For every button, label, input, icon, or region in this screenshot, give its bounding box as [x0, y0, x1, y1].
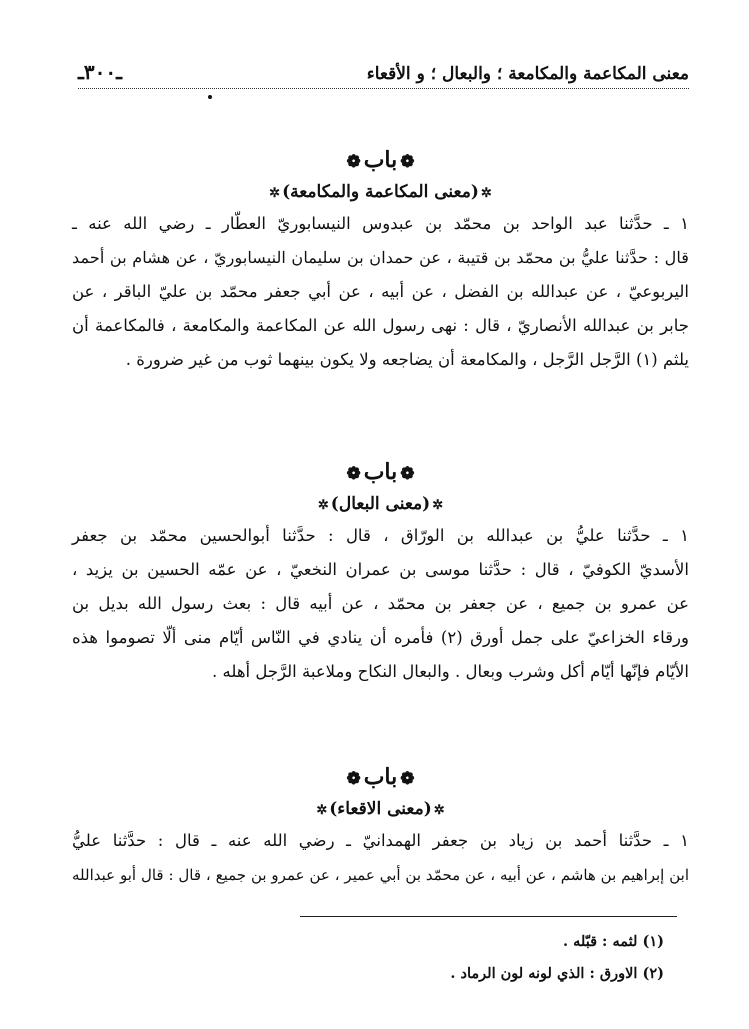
- bab-label: باب: [363, 147, 398, 173]
- ornament-left-icon: ❁: [346, 464, 361, 484]
- footnote-divider: [300, 916, 677, 917]
- star-icon: ✲: [432, 498, 444, 513]
- ornament-left-icon: ❁: [346, 769, 361, 789]
- text-line: اليربوعيّ ، عن عبدالله بن الفضل ، عن أبيه ، عن أبي جعفر محمّد بن عليّ الباقر ، عن: [72, 282, 689, 301]
- chapter-title: [72, 489, 689, 519]
- footnotes: [264, 926, 664, 990]
- text-line: جابر بن عبدالله الأنصاريّ ، قال : نهى رسول الله عن المكاعمة والمكامعة ، فالمكاعمة أن: [72, 316, 689, 335]
- text-line: الأسديّ الكوفيّ ، قال : حدَّثنا موسى بن عمران النخعيّ ، عن عمّه الحسين بن يزيد ،: [72, 560, 689, 579]
- text-line: ١ ـ حدَّثنا أحمد بن زياد بن جعفر الهمدانيّ ـ رضي الله عنه ـ قال : حدَّثنا عليُّ: [72, 831, 689, 850]
- chapter-title: [72, 794, 689, 824]
- ornament-right-icon: ❁: [400, 769, 415, 789]
- bab-heading: [72, 143, 689, 177]
- bab-heading: [72, 455, 689, 489]
- footnote: (٢) الاورق : الذي لونه لون الرماد .: [450, 965, 664, 982]
- bab-heading: [72, 760, 689, 794]
- text-line: الأيّام فإنّها أيّام أكل وشرب وبعال . والبعال النكاح وملاعبة الرَّجل أهله .: [212, 662, 689, 681]
- ornament-right-icon: ❁: [400, 464, 415, 484]
- chapter-title-text: (معنى الاقعاء): [329, 799, 432, 819]
- running-title: معنى المكاعمة والمكامعة ؛ والبعال ؛ و الأقعاء: [366, 64, 689, 84]
- section-biaal: [72, 455, 689, 689]
- text-line: يلثم (١) الرَّجل الرَّجل ، والمكامعة أن يضاجعه ولا يكون بينهما ثوب من غير ضرورة .: [125, 350, 689, 369]
- chapter-title-text: (معنى المكاعمة والمكامعة): [282, 182, 479, 202]
- text-line: قال : حدَّثنا عليُّ بن محمّد بن قتيبة ، عن حمدان بن سليمان النيسابوريّ ، عن هشام بن أحمد: [72, 248, 689, 267]
- footnote: (١) لثمه : قبّله .: [563, 933, 664, 950]
- text-line: ١ ـ حدَّثنا عليُّ بن عبدالله بن الورّاق ، قال : حدَّثنا أبوالحسين محمّد بن جعفر: [72, 526, 689, 545]
- star-icon: ✲: [269, 186, 281, 201]
- star-icon: ✲: [480, 186, 492, 201]
- text-line: ابن إبراهيم بن هاشم ، عن أبيه ، عن محمّد بن أبي عمير ، عن عمرو بن جميع ، قال : قال أبو عبدالله: [72, 866, 689, 884]
- page-number: ـ٣٠٠ـ: [78, 60, 122, 84]
- running-header: [78, 44, 689, 89]
- ink-speck: [208, 95, 212, 99]
- section-iqaa: [72, 760, 689, 892]
- section-mukaama: [72, 143, 689, 377]
- text-line: ١ ـ حدَّثنا عبد الواحد بن محمّد بن عبدوس النيسابوريّ العطّار ـ رضي الله عنه ـ: [72, 214, 689, 233]
- text-line: ورقاء الخزاعيّ على جمل أورق (٢) فأمره أن ينادي في النّاس أيّام منى ألّا تصوموا هذه: [72, 628, 689, 647]
- bab-label: باب: [363, 764, 398, 790]
- text-line: عن عمرو بن جميع ، عن جعفر بن محمّد ، عن أبيه قال : بعث رسول الله بديل بن: [72, 594, 689, 613]
- bab-label: باب: [363, 459, 398, 485]
- ornament-right-icon: ❁: [400, 152, 415, 172]
- ornament-left-icon: ❁: [346, 152, 361, 172]
- chapter-title: [72, 177, 689, 207]
- star-icon: ✲: [316, 803, 328, 818]
- chapter-title-text: (معنى البعال): [330, 494, 431, 514]
- star-icon: ✲: [433, 803, 445, 818]
- star-icon: ✲: [317, 498, 329, 513]
